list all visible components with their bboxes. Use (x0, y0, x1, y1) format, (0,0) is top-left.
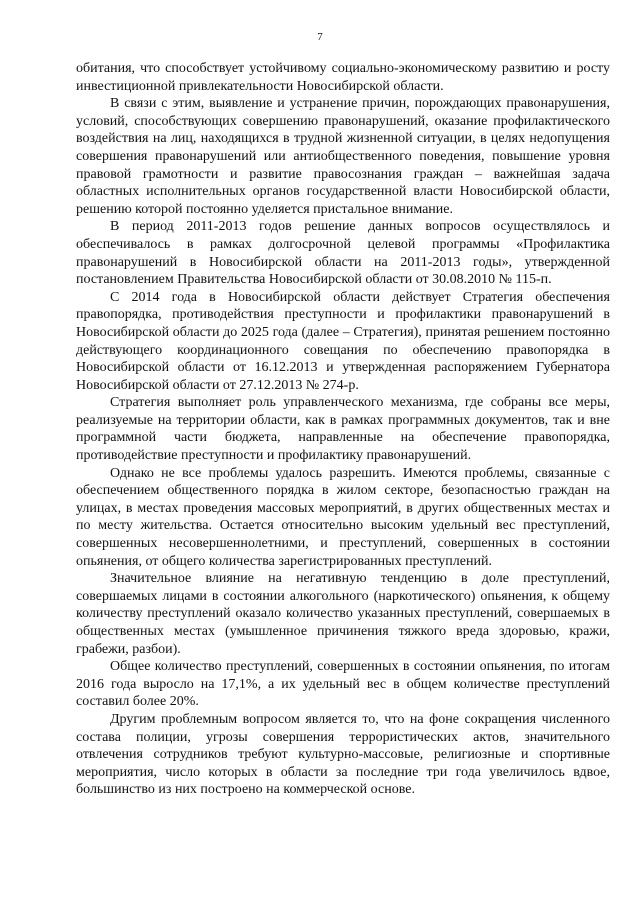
paragraph-continuation: обитания, что способствует устойчивому социально-экономическому развитию и росту инвестиционной привлекательности Новосибирской области. (76, 61, 610, 94)
paragraph-strategy-role: Стратегия выполняет роль управленческого механизма, где собраны все меры, реализуемые на территории области, как в рамках программных документов, так и вне программной части бюджета, направленные на обеспечение правопорядка, противодействие преступности и профилактику правонарушений. (76, 395, 610, 464)
paragraph-police-issues: Другим проблемным вопросом является то, что на фоне сокращения численного состава полиции, угрозы совершения террористических актов, значительного отвлечения сотрудников требуют культурно-массовые, религиозные и спортивные мероприятия, число которых в области за последние три года увеличилось вдвое, большинство из них построено на коммерческой основе. (76, 711, 610, 798)
paragraph-alcohol-influence: Значительное влияние на негативную тенденцию в доле преступлений, совершаемых лицами в состоянии алкогольного (наркотического) опьянения, к общему количеству преступлений оказало количество указанных преступлений, совершаемых в общественных местах (умышленное причинения тяжкого вреда здоровью, кражи, грабежи, разбои). (76, 571, 610, 657)
paragraph-statistics-2016: Общее количество преступлений, совершенных в состоянии опьянения, по итогам 2016 года выросло на 17,1%, а их удельный вес в общем количестве преступлений составил более 20%. (76, 659, 610, 710)
page-number: 7 (317, 31, 323, 43)
paragraph-strategy-2014: С 2014 года в Новосибирской области действует Стратегия обеспечения правопорядка, противодействия преступности и профилактики правонарушений в Новосибирской области до 2025 года (далее – Стратегия), принятая решением постоянно действующего координационного совещания по обеспечению правопорядка в Новосибирской области от 16.12.2013 и утвержденная распоряжением Губернатора Новосибирской области от 27.12.2013 № 274-р. (76, 289, 610, 393)
paragraph-goals: В связи с этим, выявление и устранение причин, порождающих правонарушения, условий, способствующих совершению правонарушений, оказание профилактического воздействия на лиц, находящихся в трудной жизненной ситуации, в целях недопущения совершения правонарушений или антиобщественного поведения, повышение уровня правовой грамотности и развитие правосознания граждан – важнейшая задача областных исполнительных органов государственной власти Новосибирской области, решению которой постоянно уделяется пристальное внимание. (76, 96, 610, 217)
document-body (76, 60, 610, 799)
paragraph-problems: Однако не все проблемы удалось разрешить. Имеются проблемы, связанные с обеспечением общественного порядка в жилом секторе, безопасностью граждан на улицах, в местах проведения массовых мероприятий, в других общественных местах и по месту жительства. Остается относительно высоким удельный вес преступлений, совершенных несовершеннолетними, и преступлений, совершенных в состоянии опьянения, от общего количества зарегистрированных преступлений. (76, 465, 610, 569)
paragraph-program-2011-2013: В период 2011-2013 годов решение данных вопросов осуществлялось и обеспечивалось в рамках долгосрочной целевой программы «Профилактика правонарушений в Новосибирской области на 2011-2013 годы», утвержденной постановлением Правительства Новосибирской области от 30.08.2010 № 115-п. (76, 219, 610, 288)
